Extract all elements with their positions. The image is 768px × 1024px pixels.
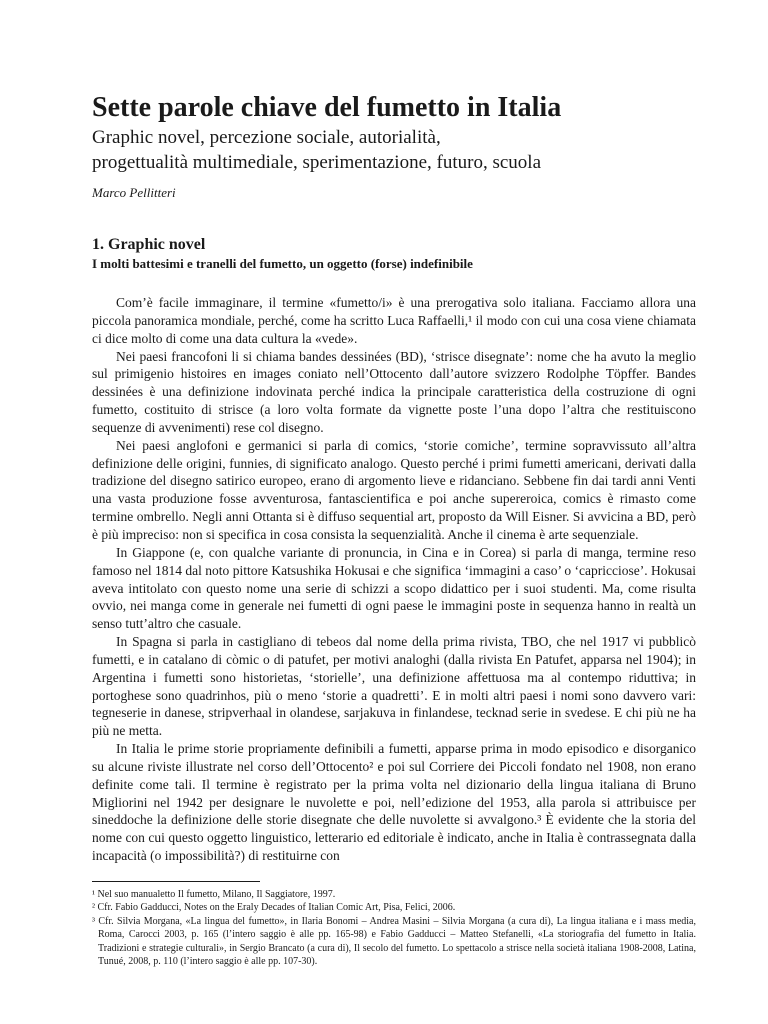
footnotes	[92, 888, 696, 968]
footnote-3: ³ Cfr. Silvia Morgana, «La lingua del fumetto», in Ilaria Bonomi – Andrea Masini – Silvia Morgana (a cura di), La lingua italiana e i mass media, Roma, Carocci 2003, p. 165 (l’intero saggio è alle pp. 165-98) e Fabio Gadducci – Matteo Stefanelli, «La storiografia del fumetto in Italia. Tradizioni e strategie culturali», in Sergio Brancato (a cura di), Il secolo del fumetto. Lo spettacolo a strisce nella società italiana 1908-2008, Latina, Tunué, 2008, p. 110 (l’intero saggio è alle pp. 107-30).	[92, 915, 696, 968]
section-title: 1. Graphic novel	[92, 236, 206, 253]
author-name: Marco Pellitteri	[92, 185, 176, 200]
footnote-1: ¹ Nel suo manualetto Il fumetto, Milano, Il Saggiatore, 1997.	[92, 889, 336, 900]
paragraph-1: Com’è facile immaginare, il termine «fumetto/i» è una prerogativa solo italiana. Facciamo allora una piccola panoramica mondiale, perché, come ha scritto Luca Raffaelli,¹ il modo con cui una cosa viene chiamata ci dice molto di come una data cultura la «vede».	[92, 295, 696, 346]
article-subtitle-line-1: Graphic novel, percezione sociale, autorialità,	[92, 127, 441, 148]
article-page	[92, 92, 696, 968]
footnote-divider	[92, 881, 260, 882]
paragraph-6: In Italia le prime storie propriamente definibili a fumetti, apparse prima in modo episodico e disorganico su alcune riviste illustrate nel corso dell’Ottocento² e poi sul Corriere dei Piccoli fondato nel 1908, non erano definite come tali. Il termine è registrato per la prima volta nel dizionario della lingua italiana di Bruno Migliorini nel 1942 per designare le nuvolette e poi, nell’edizione del 1953, alla parola si attribuisce per sineddoche la definizione delle storie disegnate che delle nuvolette si avvalgono.³ È evidente che la storia del nome con cui questo oggetto linguistico, letterario ed editoriale è indicato, anche in Italia è contrassegnata dalla incapacità (o impossibilità?) di restituirne con	[92, 741, 696, 864]
article-title: Sette parole chiave del fumetto in Italia	[92, 92, 562, 123]
paragraph-5: In Spagna si parla in castigliano di tebeos dal nome della prima rivista, TBO, che nel 1917 vi pubblicò fumetti, e in catalano di còmic o di patufet, per motivi analoghi (dalla rivista En Patufet, apparsa nel 1904); in Argentina i fumetti sono historietas, ‘storielle’, una definizione affettuosa ma al contempo riduttiva; in portoghese sono quadrinhos, più o meno ‘storie a quadretti’. E in molti altri paesi i nomi sono davvero vari: tegneserie in danese, stripverhaal in olandese, sarjakuva in finlandese, tecknad serie in svedese. E chi più ne ha più ne metta.	[92, 634, 696, 739]
paragraph-2: Nei paesi francofoni li si chiama bandes dessinées (BD), ‘strisce disegnate’: nome che ha avuto la meglio sul primigenio histoires en images coniato nell’Ottocento dall’autore svizzero Rodolphe Töpffer. Bandes dessinées è una definizione indovinata perché indica la principale caratteristica della costruzione di ogni fumetto, costituito di strisce (a loro volta formate da vignette poste l’una dopo l’altra che restituiscono sequenze di avvenimenti) rese col disegno.	[92, 348, 696, 435]
footnote-2: ² Cfr. Fabio Gadducci, Notes on the Eraly Decades of Italian Comic Art, Pisa, Felici, 2006.	[92, 902, 456, 914]
section-subtitle: I molti battesimi e tranelli del fumetto, un oggetto (forse) indefinibile	[92, 256, 473, 271]
article-subtitle-line-2: progettualità multimediale, sperimentazione, futuro, scuola	[92, 152, 541, 173]
paragraph-3: Nei paesi anglofoni e germanici si parla di comics, ‘storie comiche’, termine sopravvissuto all’altra definizione delle origini, funnies, di significato analogo. Questo perché i primi fumetti americani, derivati dalla tradizione del disegno satirico europeo, erano di argomento lieve e ridanciano. Sebbene fin dai tardi anni Venti una vasta produzione fosse avventurosa, fantascientifica e poi anche supereroica, comics è rimasto come termine ombrello. Negli anni Ottanta si è diffuso sequential art, proposto da Will Eisner. Si avvicina a BD, però è più impreciso: non si specifica in cosa consista la sequenzialità. Anche il cinema è arte sequenziale.	[92, 437, 696, 542]
paragraph-4: In Giappone (e, con qualche variante di pronuncia, in Cina e in Corea) si parla di manga, termine reso famoso nel 1814 dal noto pittore Katsushika Hokusai e che significa ‘immagini a caso’ o ‘capricciose’. Hokusai aveva intitolato con questo nome una serie di schizzi a scopo didattico per i suoi studenti. Ma, come risulta ovvio, nei manga come in generale nei fumetti di ogni paese le immagini poste in sequenza hanno in realtà un senso tutt’altro che casuale.	[92, 544, 696, 632]
body-text	[92, 294, 696, 865]
